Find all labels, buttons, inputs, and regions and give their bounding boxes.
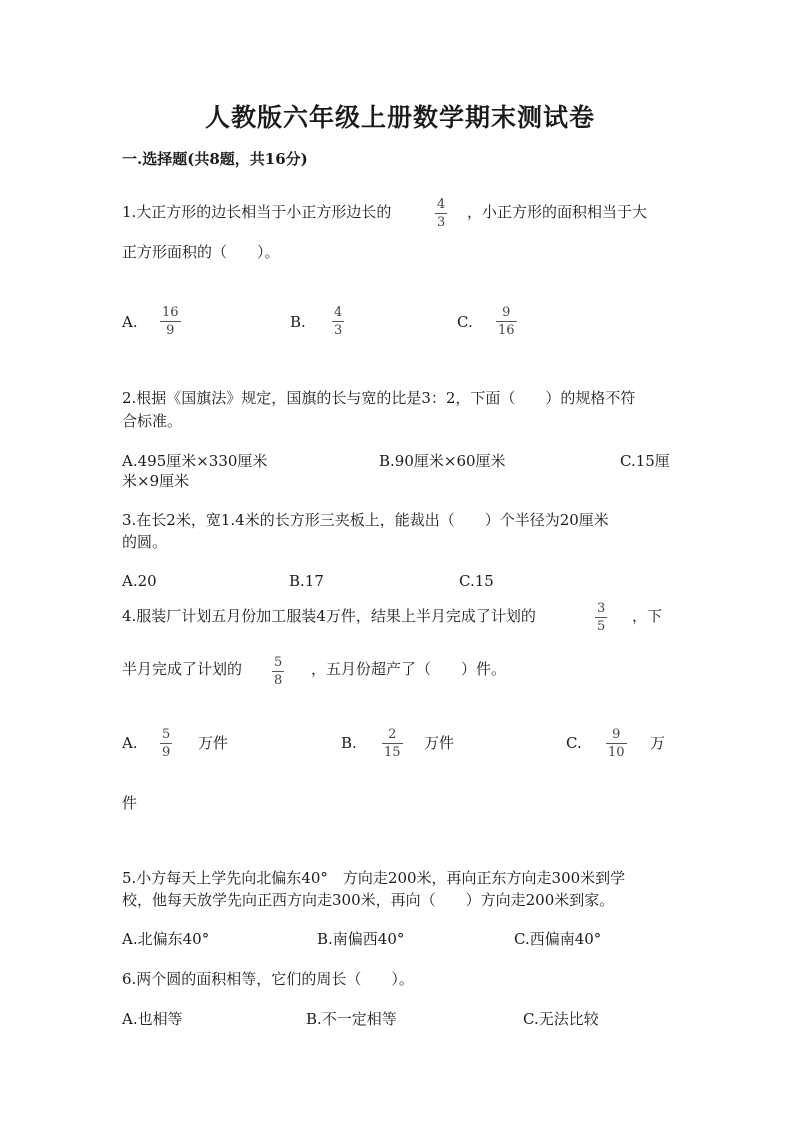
- q4-option-c-unit: 万: [650, 734, 666, 752]
- fraction-denominator: 15: [384, 745, 401, 760]
- q2-line-2: 合标准。: [122, 412, 183, 430]
- q4-option-b-unit: 万件: [424, 734, 455, 752]
- q1-fraction-numerator: 4: [437, 197, 446, 212]
- q1-fraction-denominator: 3: [437, 215, 446, 230]
- q6-option-b: B.不一定相等: [306, 1010, 397, 1028]
- q6-line-1: 6.两个圆的面积相等，它们的周长（ ）。: [122, 970, 414, 988]
- fraction-bar: [595, 617, 607, 618]
- fraction-numerator: 9: [502, 305, 511, 320]
- fraction-numerator: 3: [597, 601, 606, 616]
- q4-option-c-wrap: 件: [122, 794, 138, 812]
- fraction-numerator: 4: [334, 305, 343, 320]
- q4-option-b-fraction: [382, 727, 403, 760]
- q4-fraction-2: [272, 655, 284, 688]
- section-heading: 一.选择题(共8题，共16分): [122, 150, 308, 168]
- q4-text-c: 半月完成了计划的: [122, 660, 243, 678]
- fraction-bar: [332, 321, 344, 322]
- q4-option-a-unit: 万件: [198, 734, 229, 752]
- q1-option-c-label: C.: [457, 313, 473, 331]
- fraction-denominator: 3: [334, 323, 343, 338]
- fraction-bar: [160, 321, 181, 322]
- q4-text-b: ，下: [632, 607, 663, 625]
- fraction-numerator: 5: [162, 727, 171, 742]
- fraction-numerator: 16: [162, 305, 179, 320]
- fraction-bar: [382, 743, 403, 744]
- q3-line-2: 的圆。: [122, 533, 168, 551]
- q4-text-a: 4.服装厂计划五月份加工服装4万件，结果上半月完成了计划的: [122, 607, 536, 625]
- fraction-bar: [272, 671, 284, 672]
- fraction-denominator: 16: [498, 323, 515, 338]
- q3-option-b: B.17: [289, 572, 324, 590]
- q1-text-a: 1.大正方形的边长相当于小正方形边长的: [122, 203, 392, 221]
- fraction-numerator: 9: [612, 727, 621, 742]
- q1-fraction: [435, 197, 447, 230]
- fraction-bar: [435, 213, 447, 214]
- q2-option-c: C.15厘: [620, 452, 670, 470]
- q1-option-a-fraction: [160, 305, 181, 338]
- q6-option-a: A.也相等: [122, 1010, 183, 1028]
- q5-line-2: 校，他每天放学先向正西方向走300米，再向（ ）方向走200米到家。: [122, 891, 615, 909]
- q4-text-d: ，五月份超产了（ ）件。: [311, 660, 507, 678]
- q4-option-c-fraction: [606, 727, 627, 760]
- q2-line-1: 2.根据《国旗法》规定，国旗的长与宽的比是3：2，下面（ ）的规格不符: [122, 389, 636, 407]
- fraction-bar: [160, 743, 172, 744]
- q4-option-c-label: C.: [566, 734, 582, 752]
- q3-line-1: 3.在长2米，宽1.4米的长方形三夹板上，能裁出（ ）个半径为20厘米: [122, 511, 609, 529]
- fraction-numerator: 5: [274, 655, 283, 670]
- q4-fraction-1: [595, 601, 607, 634]
- q3-option-a: A.20: [122, 572, 157, 590]
- q4-option-a-label: A.: [122, 734, 138, 752]
- page-title: 人教版六年级上册数学期末测试卷: [204, 103, 595, 132]
- q1-option-b-label: B.: [290, 313, 306, 331]
- q5-option-c: C.西偏南40°: [514, 930, 602, 948]
- q1-text-c: 正方形面积的（ ）。: [122, 243, 280, 261]
- q1-option-c-fraction: [496, 305, 517, 338]
- q3-option-c: C.15: [459, 572, 494, 590]
- q1-text-b: ，小正方形的面积相当于大: [467, 203, 648, 221]
- q5-option-a: A.北偏东40°: [122, 930, 210, 948]
- fraction-denominator: 5: [597, 619, 606, 634]
- q2-option-a: A.495厘米×330厘米: [122, 452, 268, 470]
- q4-option-a-fraction: [160, 727, 172, 760]
- q5-line-1: 5.小方每天上学先向北偏东40° 方向走200米，再向正东方向走300米到学: [122, 869, 626, 887]
- fraction-bar: [496, 321, 517, 322]
- fraction-bar: [606, 743, 627, 744]
- fraction-denominator: 8: [274, 673, 283, 688]
- fraction-numerator: 2: [388, 727, 397, 742]
- q5-option-b: B.南偏西40°: [317, 930, 405, 948]
- fraction-denominator: 10: [608, 745, 625, 760]
- fraction-denominator: 9: [162, 745, 171, 760]
- q1-option-b-fraction: [332, 305, 344, 338]
- q2-option-b: B.90厘米×60厘米: [379, 452, 506, 470]
- q2-option-c-wrap: 米×9厘米: [122, 472, 190, 490]
- q6-option-c: C.无法比较: [523, 1010, 599, 1028]
- q1-option-a-label: A.: [122, 313, 138, 331]
- fraction-denominator: 9: [166, 323, 175, 338]
- q4-option-b-label: B.: [341, 734, 357, 752]
